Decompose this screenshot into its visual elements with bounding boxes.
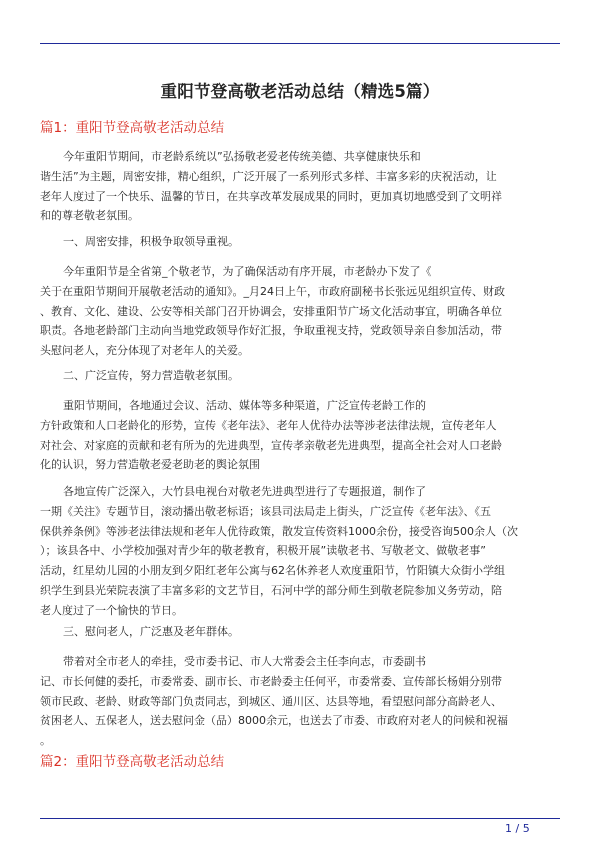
- footer-rule: [40, 818, 560, 819]
- document-title: 重阳节登高敬老活动总结（精选5篇）: [160, 82, 440, 101]
- text-line: 方针政策和人口老龄化的形势，宣传《老年法》、老年人优待办法等涉老法律法规，宣传老年人: [40, 418, 497, 432]
- section-heading-1: 篇1：重阳节登高敬老活动总结: [40, 120, 225, 136]
- text-line: 活动，红星幼儿园的小朋友到夕阳红老年公寓与62名休养老人欢度重阳节，竹阳镇大众街小学组: [40, 564, 505, 578]
- text-line: 织学生到县光荣院表演了丰富多彩的文艺节目，石河中学的部分师生到敬老院参加义务劳动，陪: [40, 583, 502, 597]
- text-line: 各地宣传广泛深入，大竹县电视台对敬老先进典型进行了专题报道，制作了: [63, 485, 426, 498]
- section-heading-2: 篇2：重阳节登高敬老活动总结: [40, 754, 225, 770]
- paragraph-examples: [40, 482, 560, 621]
- paragraph-intro: [40, 147, 560, 226]
- text-line: 老人度过了一个愉快的节日。: [40, 603, 183, 617]
- text-line: 重阳节期间，各地通过会议、活动、媒体等多种渠道，广泛宣传老龄工作的: [63, 399, 426, 412]
- text-line: 。: [40, 734, 51, 748]
- header-rule: [40, 43, 560, 44]
- paragraph-arrangement: [40, 262, 560, 361]
- text-line: 记、市长何健的委托，市委常委、副市长、市老龄委主任何平，市委常委、宣传部长杨娟分别带: [40, 674, 502, 688]
- text-line: 和的尊老敬老氛围。: [40, 209, 139, 223]
- subheading-text: 二、广泛宣传，努力营造敬老氛围。: [63, 369, 239, 382]
- subheading-2: [40, 366, 560, 386]
- text-line: 对社会、对家庭的贡献和老有所为的先进典型，宣传孝亲敬老先进典型，提高全社会对人口老龄: [40, 438, 502, 452]
- paragraph-publicity: [40, 396, 560, 475]
- text-line: 今年重阳节期间，市老龄系统以”弘扬敬老爱老传统美德、共享健康快乐和: [63, 150, 421, 163]
- text-line: 老年人度过了一个快乐、温馨的节日，在共享改革发展成果的同时，更加真切地感受到了文明祥: [40, 189, 502, 203]
- subheading-text: 三、慰问老人，广泛惠及老年群体。: [63, 625, 239, 638]
- text-line: 化的认识，努力营造敬老爱老助老的舆论氛围: [40, 458, 260, 472]
- page-number: 1 / 5: [505, 822, 530, 835]
- text-line: 一期《关注》专题节目，滚动播出敬老标语；该县司法局走上街头，广泛宣传《老年法》、《五: [40, 504, 491, 518]
- text-line: 领市民政、老龄、财政等部门负责同志，到城区、通川区、达县等地，看望慰问部分高龄老人、: [40, 694, 502, 708]
- text-line: 贫困老人、五保老人，送去慰问金（品）8000余元，也送去了市委、市政府对老人的问候和祝福: [40, 714, 508, 728]
- text-line: 带着对全市老人的牵挂，受市委书记、市人大常委会主任李向志，市委副书: [63, 655, 426, 668]
- text-line: 关于在重阳节期间开展敬老活动的通知》。_月24日上午，市政府副秘书长张远见组织宣传、财政: [40, 284, 505, 298]
- subheading-3: [40, 622, 560, 642]
- text-line: 谐生活”为主题，周密安排，精心组织，广泛开展了一系列形式多样、丰富多彩的庆祝活动，让: [40, 169, 497, 183]
- text-line: 头慰问老人，充分体现了对老年人的关爱。: [40, 344, 249, 358]
- text-line: 职责。各地老龄部门主动向当地党政领导作好汇报，争取重视支持，党政领导亲自参加活动，带: [40, 324, 502, 338]
- text-line: 、教育、文化、建设、公安等相关部门召开协调会，安排重阳节广场文化活动事宜，明确各单位: [40, 304, 502, 318]
- subheading-text: 一、周密安排，积极争取领导重视。: [63, 235, 239, 248]
- text-line: ）；该县各中、小学校加强对青少年的敬老教育，积极开展”读敬老书、写敬老文、做敬老事”: [40, 544, 486, 558]
- paragraph-visits: [40, 652, 560, 751]
- text-line: 今年重阳节是全省第_个敬老节，为了确保活动有序开展，市老龄办下发了《: [63, 265, 432, 278]
- subheading-1: [40, 232, 560, 252]
- text-line: 保供养条例》等涉老法律法规和老年人优待政策，散发宣传资料1000余份，接受咨询500余人（次: [40, 524, 518, 538]
